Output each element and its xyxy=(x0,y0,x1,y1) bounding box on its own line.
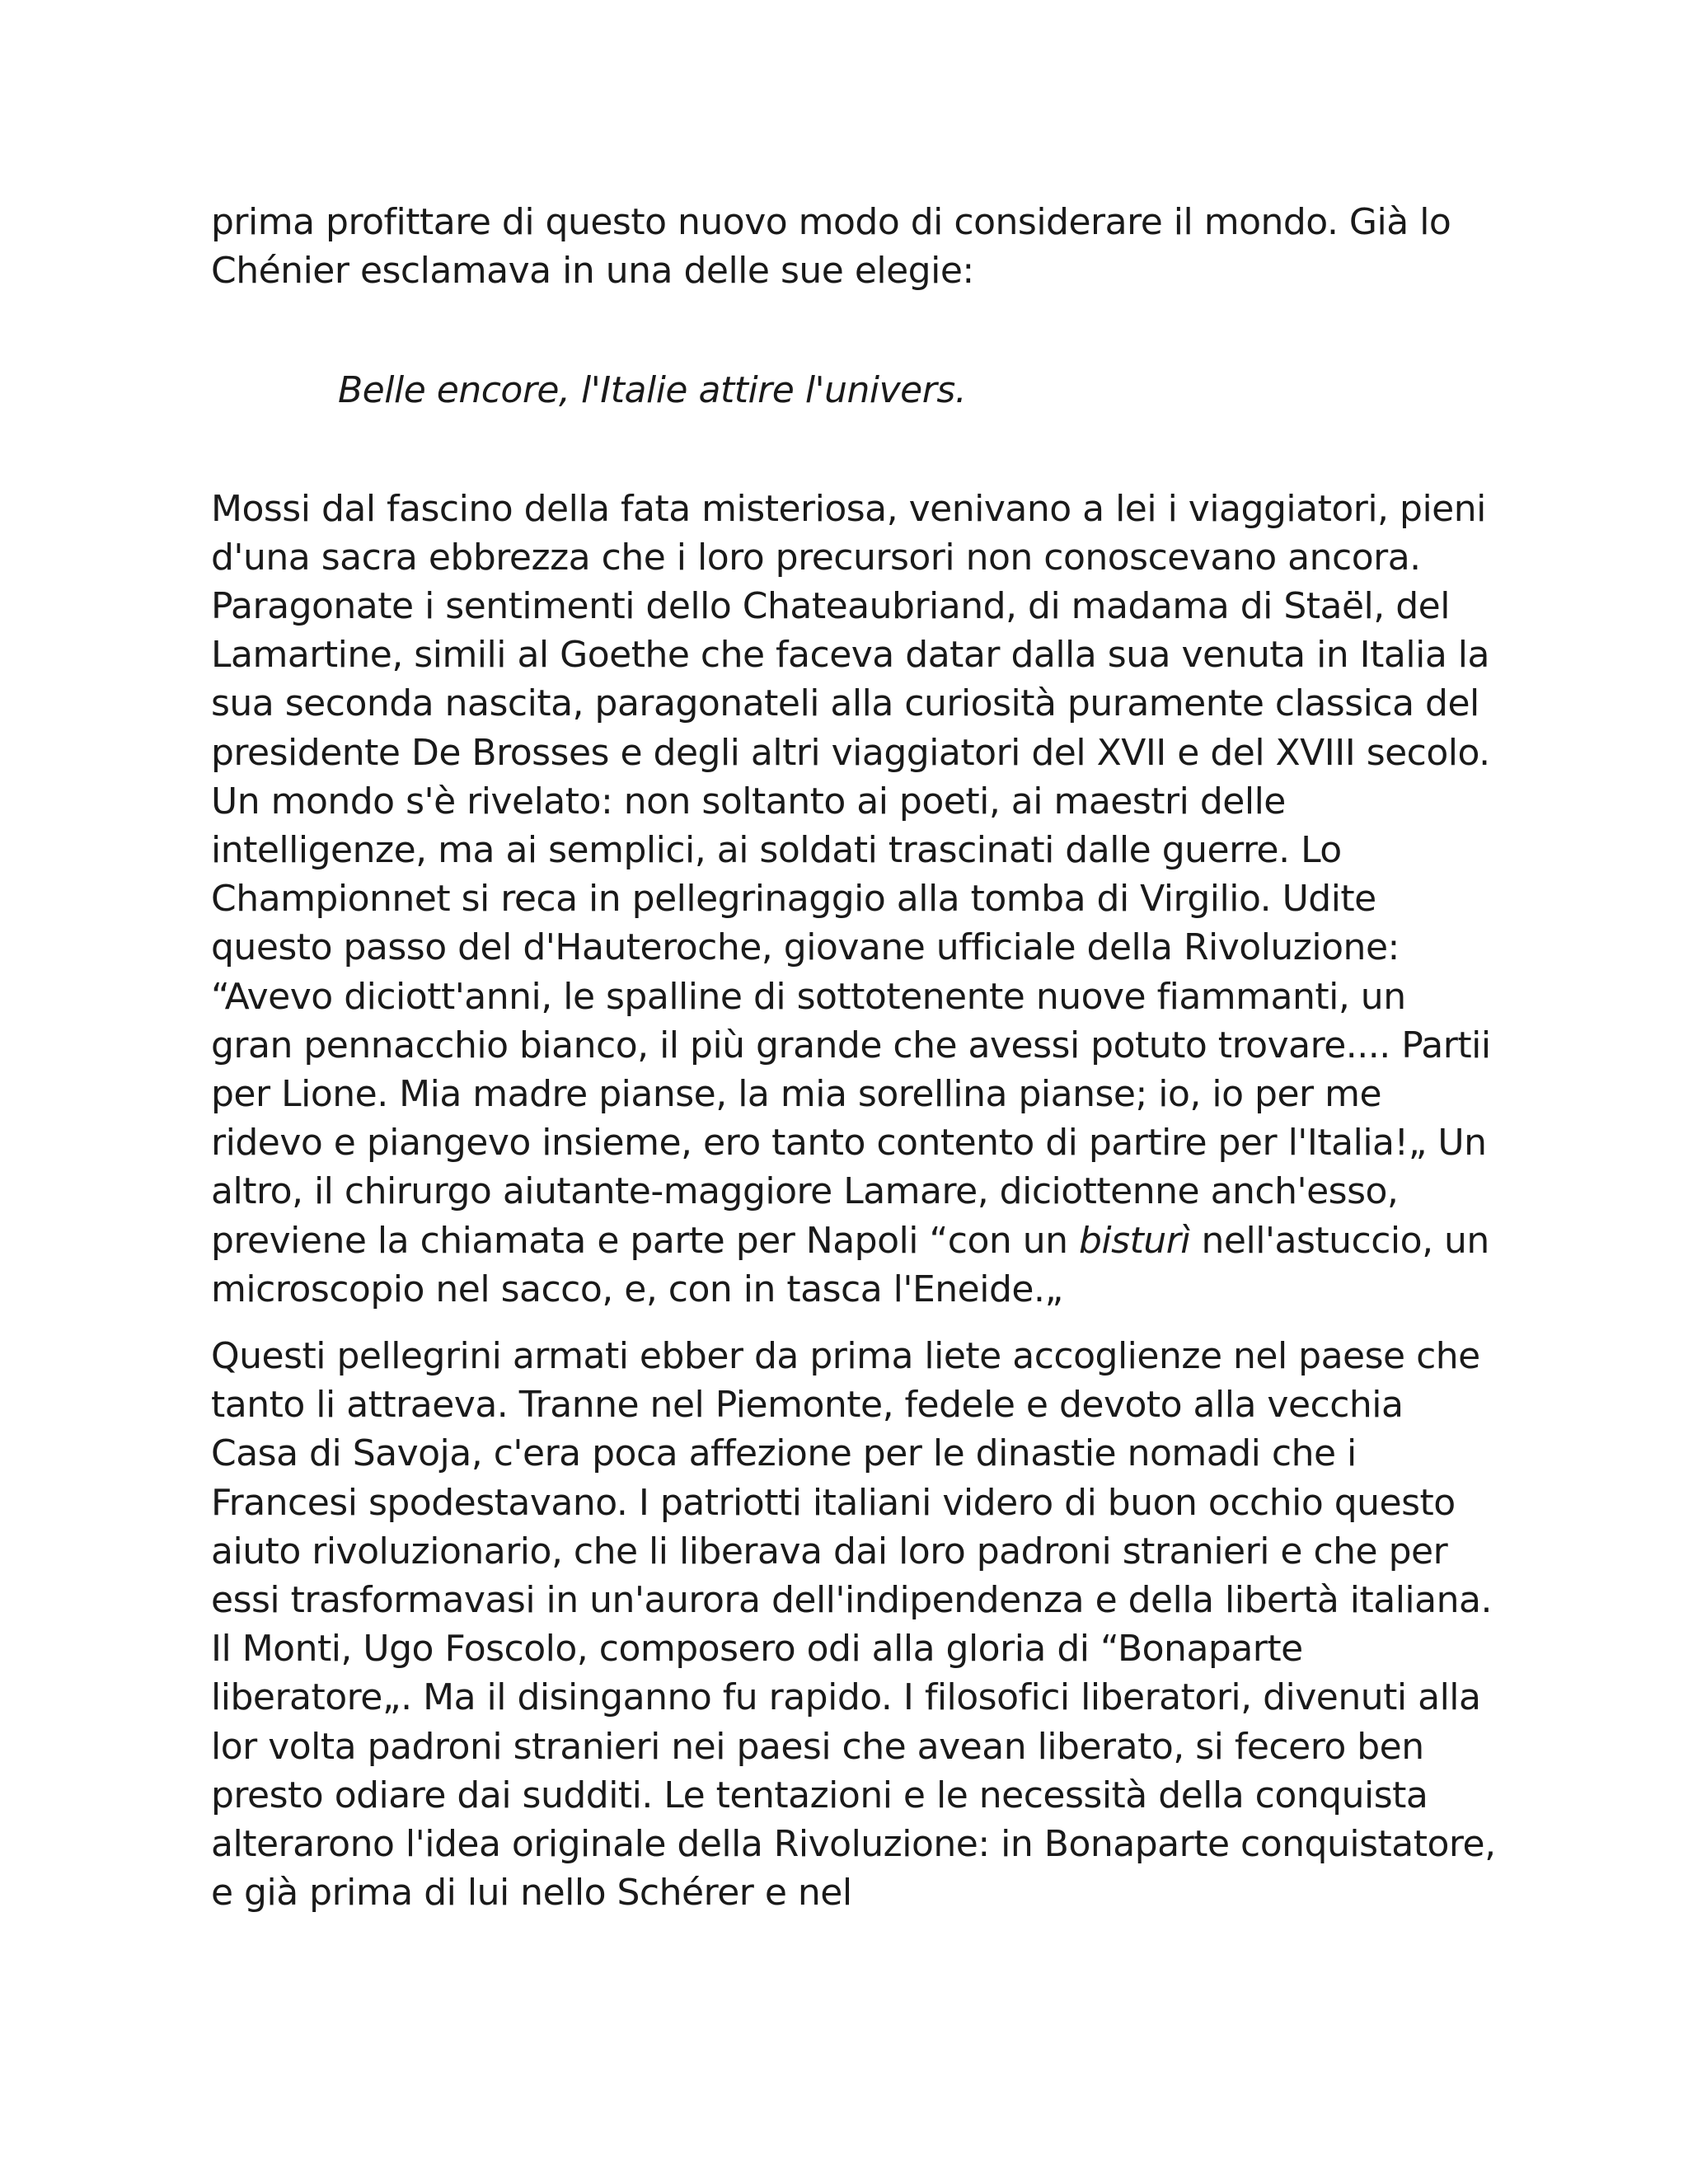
paragraph-1 xyxy=(211,485,1497,1314)
paragraph-1-text-a: Mossi dal fascino della fata misteriosa, venivano a lei i viaggiatori, pieni d'una sacra ebbrezza che i loro precursori non conoscevano ancora. Paragonate i sentimenti dello Chateaubriand, di madama di Staël, del Lamartine, simili al Goethe che faceva datar dalla sua venuta in Italia la sua seconda nascita, paragonateli alla curiosità puramente classica del presidente De Brosses e degli altri viaggiatori del XVII e del XVIII secolo. Un mondo s'è rivelato: non soltanto ai poeti, ai maestri delle intelligenze, ma ai semplici, ai soldati trascinati dalle guerre. Lo Championnet si reca in pellegrinaggio alla tomba di Virgilio. Udite questo passo del d'Hauteroche, giovane ufficiale della Rivoluzione: “Avevo diciott'anni, le spalline di sottotenente nuove fiammanti, un gran pennacchio bianco, il più grande che avessi potuto trovare.... Partii per Lione. Mia madre pianse, la mia sorellina pianse; io, io per me ridevo e piangevo insieme, ero tanto contento di partire per l'Italia!„ Un altro, il chirurgo aiutante-maggiore Lamare, diciottenne anch'esso, previene la chiamata e parte per Napoli “con un xyxy=(211,487,1491,1262)
paragraph-2: Questi pellegrini armati ebber da prima liete accoglienze nel paese che tanto li attraeva. Tranne nel Piemonte, fedele e devoto alla vecchia Casa di Savoja, c'era poca affezione per le dinastie nomadi che i Francesi spodestavano. I patriotti italiani videro di buon occhio questo aiuto rivoluzionario, che li liberava dai loro padroni stranieri e che per essi trasformavasi in un'aurora dell'indipendenza e della libertà italiana. Il Monti, Ugo Foscolo, composero odi alla gloria di “Bonaparte liberatore„. Ma il disinganno fu rapido. I filosofici liberatori, divenuti alla lor volta padroni stranieri nei paesi che avean liberato, si fecero ben presto odiare dai sudditi. Le tentazioni e le necessità della conquista alterarono l'idea originale della Rivoluzione: in Bonaparte conquistatore, e già prima di lui nello Schérer e nel xyxy=(211,1335,1496,1915)
verse-quote: Belle encore, l'Italie attire l'univers. xyxy=(338,369,967,412)
document-page xyxy=(211,198,1497,1918)
italic-word: bisturì xyxy=(1079,1219,1191,1262)
paragraph-intro: prima profittare di questo nuovo modo di considerare il mondo. Già lo Chénier esclamava in una delle sue elegie: xyxy=(211,201,1451,293)
paragraph-1-text-b: nell'astuccio, un microscopio nel sacco, e, con in tasca l'Eneide.„ xyxy=(211,1219,1489,1310)
